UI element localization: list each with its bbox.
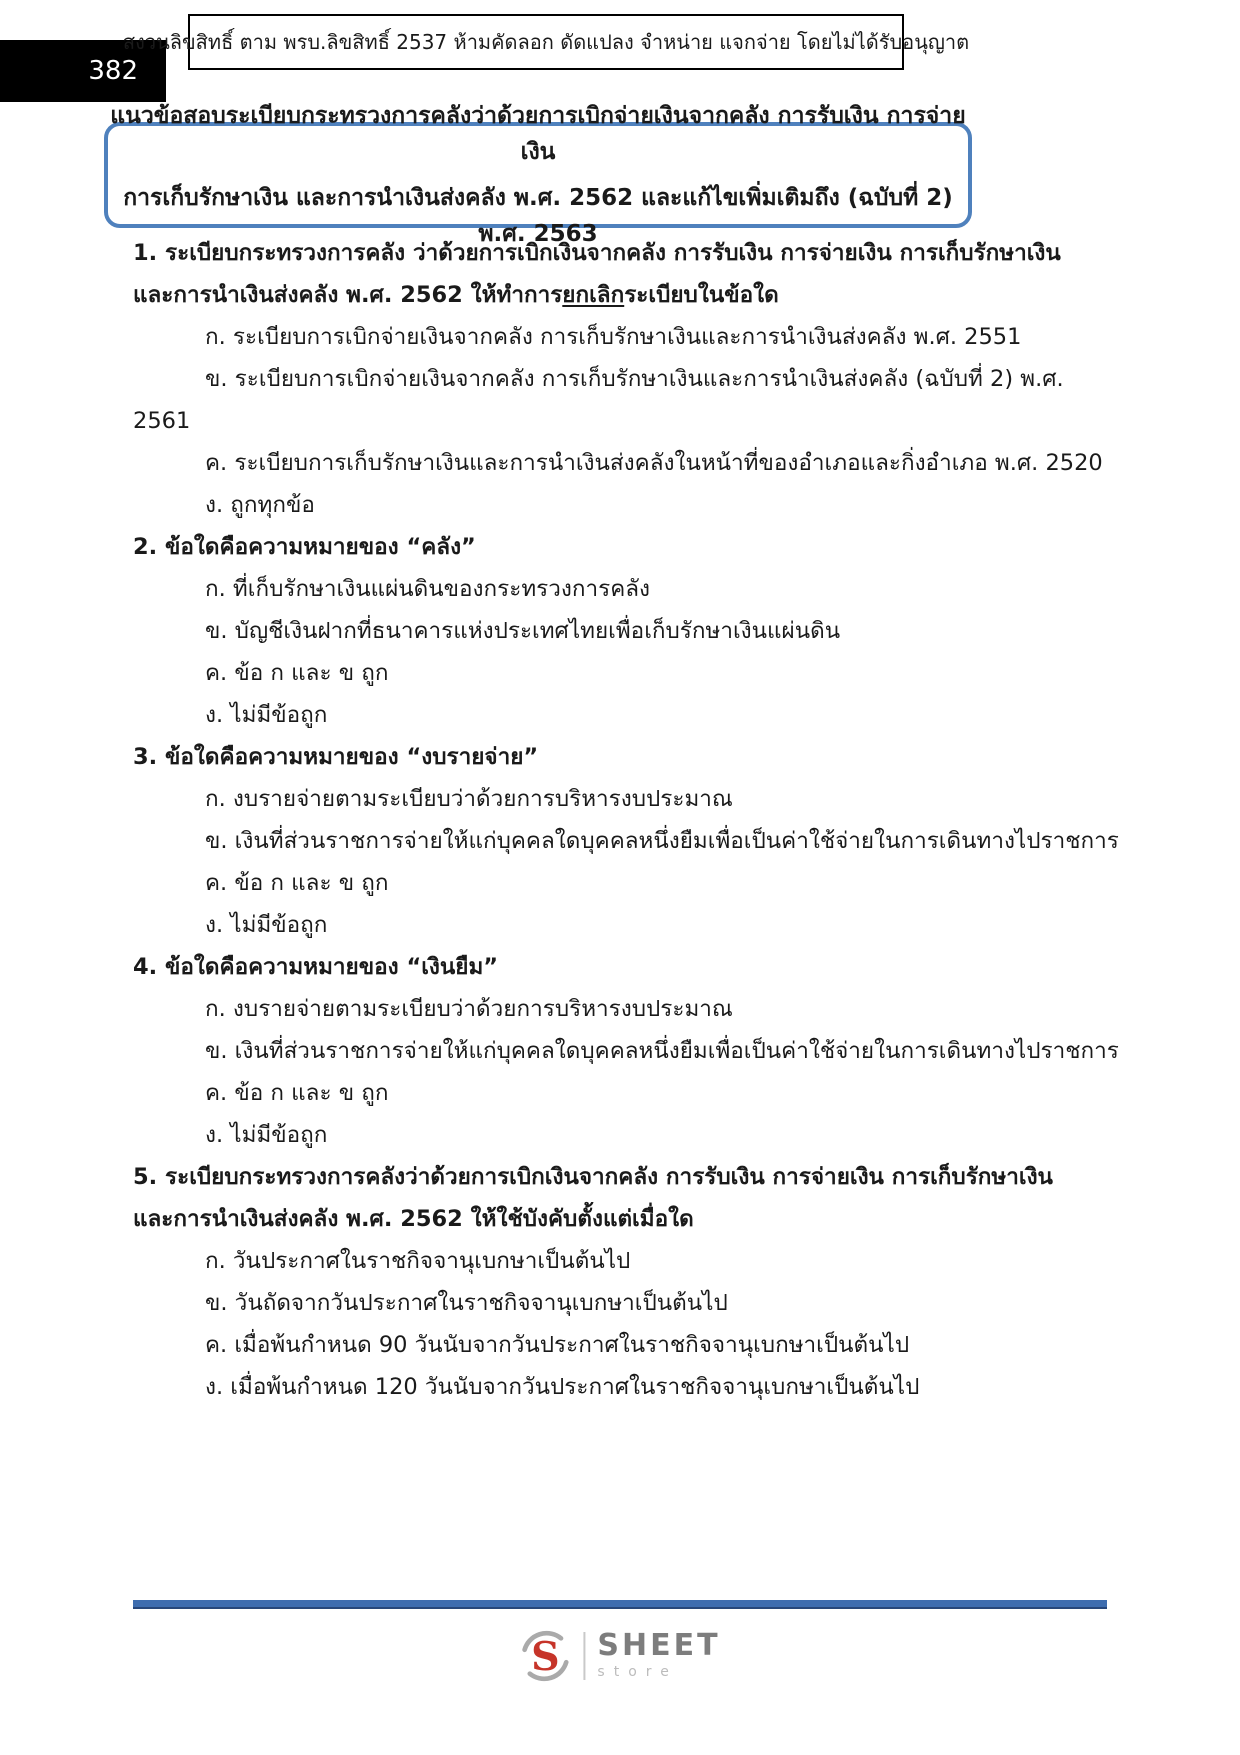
footer-divider-line [133, 1600, 1107, 1609]
question-5-choice-d: ง. เมื่อพ้นกำหนด 120 วันนับจากวันประกาศในราชกิจจานุเบกษาเป็นต้นไป [205, 1374, 920, 1400]
question-1-stem-line2 [133, 274, 1133, 316]
question-5-choice-a: ก. วันประกาศในราชกิจจานุเบกษาเป็นต้นไป [205, 1248, 631, 1274]
question-3-choice-d: ง. ไม่มีข้อถูก [205, 912, 328, 938]
question-1-choice-b-continuation: 2561 [133, 408, 191, 434]
question-4-stem: 4. ข้อใดคือความหมายของ “เงินยืม” [133, 954, 499, 980]
question-1-stem-line1: 1. ระเบียบกระทรวงการคลัง ว่าด้วยการเบิกเงินจากคลัง การรับเงิน การจ่ายเงิน การเก็บรักษาเงิน [133, 240, 1061, 266]
exam-title-line2: การเก็บรักษาเงิน และการนำเงินส่งคลัง พ.ศ. 2562 และแก้ไขเพิ่มเติมถึง (ฉบับที่ 2) พ.ศ. 2563 [123, 185, 953, 247]
question-3-choice-c: ค. ข้อ ก และ ข ถูก [205, 870, 389, 896]
logo-divider [583, 1632, 585, 1680]
logo-s-icon [519, 1630, 571, 1682]
question-5-choice-b: ข. วันถัดจากวันประกาศในราชกิจจานุเบกษาเป็นต้นไป [205, 1290, 728, 1316]
logo-sub-text: store [597, 1664, 678, 1680]
question-2-choice-b: ข. บัญชีเงินฝากที่ธนาคารแห่งประเทศไทยเพื่อเก็บรักษาเงินแผ่นดิน [205, 618, 841, 644]
question-2-choice-c: ค. ข้อ ก และ ข ถูก [205, 660, 389, 686]
exam-title-line1: แนวข้อสอบระเบียบกระทรวงการคลังว่าด้วยการเบิกจ่ายเงินจากคลัง การรับเงิน การจ่ายเงิน [110, 103, 966, 165]
question-1-underlined-word: ยกเลิก [562, 282, 625, 308]
question-2-stem: 2. ข้อใดคือความหมายของ “คลัง” [133, 534, 476, 560]
question-1-stem-segment: ระเบียบในข้อใด [624, 282, 779, 308]
question-1-stem-segment: และการนำเงินส่งคลัง พ.ศ. 2562 ให้ทำการ [133, 282, 563, 308]
logo-brand-text: SHEET [597, 1628, 721, 1663]
question-1-choice-d: ง. ถูกทุกข้อ [205, 492, 315, 518]
question-3-choice-b: ข. เงินที่ส่วนราชการจ่ายให้แก่บุคคลใดบุคคลหนึ่งยืมเพื่อเป็นค่าใช้จ่ายในการเดินทางไปราชการ [205, 828, 1119, 854]
logo-text-block [597, 1628, 721, 1681]
question-1-choice-c: ค. ระเบียบการเก็บรักษาเงินและการนำเงินส่งคลังในหน้าที่ของอำเภอและกิ่งอำเภอ พ.ศ. 2520 [205, 450, 1103, 476]
svg-text:S: S [531, 1634, 560, 1681]
copyright-banner [122, 14, 970, 70]
question-3-stem: 3. ข้อใดคือความหมายของ “งบรายจ่าย” [133, 744, 539, 770]
question-1-choice-a: ก. ระเบียบการเบิกจ่ายเงินจากคลัง การเก็บรักษาเงินและการนำเงินส่งคลัง พ.ศ. 2551 [205, 324, 1022, 350]
question-4-choice-b: ข. เงินที่ส่วนราชการจ่ายให้แก่บุคคลใดบุคคลหนึ่งยืมเพื่อเป็นค่าใช้จ่ายในการเดินทางไปราชการ [205, 1038, 1119, 1064]
question-4-choice-d: ง. ไม่มีข้อถูก [205, 1122, 328, 1148]
question-3-choice-a: ก. งบรายจ่ายตามระเบียบว่าด้วยการบริหารงบประมาณ [205, 786, 733, 812]
question-1-choice-b: ข. ระเบียบการเบิกจ่ายเงินจากคลัง การเก็บรักษาเงินและการนำเงินส่งคลัง (ฉบับที่ 2) พ.ศ. [205, 366, 1064, 392]
sheet-store-logo [519, 1630, 720, 1682]
question-4-choice-a: ก. งบรายจ่ายตามระเบียบว่าด้วยการบริหารงบประมาณ [205, 996, 733, 1022]
question-5-choice-c: ค. เมื่อพ้นกำหนด 90 วันนับจากวันประกาศในราชกิจจานุเบกษาเป็นต้นไป [205, 1332, 910, 1358]
question-2-choice-d: ง. ไม่มีข้อถูก [205, 702, 328, 728]
question-4-choice-c: ค. ข้อ ก และ ข ถูก [205, 1080, 389, 1106]
question-5-stem-line2: และการนำเงินส่งคลัง พ.ศ. 2562 ให้ใช้บังคับตั้งแต่เมื่อใด [133, 1206, 694, 1232]
questions-area [133, 232, 1133, 1408]
question-5-stem-line1: 5. ระเบียบกระทรวงการคลังว่าด้วยการเบิกเงินจากคลัง การรับเงิน การจ่ายเงิน การเก็บรักษาเงิน [133, 1164, 1053, 1190]
copyright-text: สงวนลิขสิทธิ์ ตาม พรบ.ลิขสิทธิ์ 2537 ห้ามคัดลอก ดัดแปลง จำหน่าย แจกจ่าย โดยไม่ได้รับอนุญาต [122, 30, 970, 54]
question-2-choice-a: ก. ที่เก็บรักษาเงินแผ่นดินของกระทรวงการคลัง [205, 576, 651, 602]
exam-title-box [104, 103, 972, 247]
page-number: 382 [88, 56, 138, 86]
